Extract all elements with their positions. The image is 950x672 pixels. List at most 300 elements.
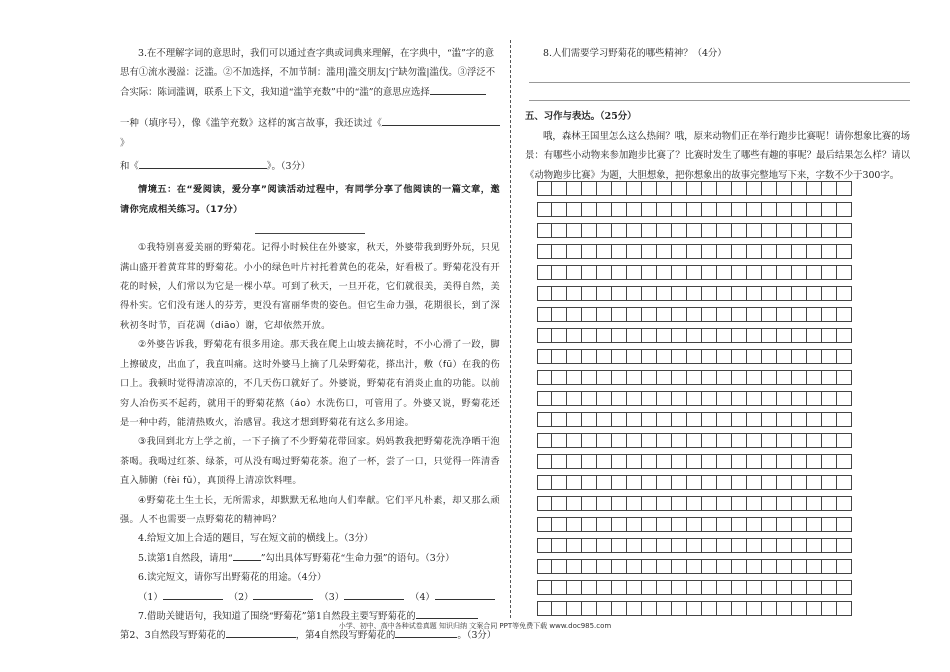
grid-cell[interactable] [687, 412, 702, 427]
grid-cell[interactable] [807, 412, 822, 427]
grid-cell[interactable] [762, 349, 777, 364]
grid-cell[interactable] [747, 349, 762, 364]
grid-cell[interactable] [717, 181, 732, 196]
grid-cell[interactable] [762, 412, 777, 427]
grid-cell[interactable] [777, 244, 792, 259]
grid-cell[interactable] [762, 391, 777, 406]
grid-cell[interactable] [807, 202, 822, 217]
grid-cell[interactable] [792, 328, 807, 343]
grid-cell[interactable] [597, 202, 612, 217]
grid-cell[interactable] [837, 580, 852, 595]
grid-cell[interactable] [717, 412, 732, 427]
grid-cell[interactable] [702, 580, 717, 595]
grid-cell[interactable] [717, 559, 732, 574]
grid-cell[interactable] [597, 412, 612, 427]
grid-cell[interactable] [597, 580, 612, 595]
grid-cell[interactable] [807, 391, 822, 406]
grid-cell[interactable] [567, 454, 582, 469]
grid-cell[interactable] [702, 349, 717, 364]
grid-cell[interactable] [552, 601, 567, 616]
grid-cell[interactable] [537, 412, 552, 427]
grid-cell[interactable] [702, 307, 717, 322]
grid-cell[interactable] [642, 496, 657, 511]
grid-cell[interactable] [777, 517, 792, 532]
grid-cell[interactable] [687, 601, 702, 616]
q6-blank-1[interactable] [163, 589, 223, 600]
grid-cell[interactable] [687, 496, 702, 511]
grid-cell[interactable] [747, 286, 762, 301]
grid-cell[interactable] [627, 412, 642, 427]
grid-cell[interactable] [552, 517, 567, 532]
grid-cell[interactable] [552, 286, 567, 301]
grid-cell[interactable] [672, 391, 687, 406]
grid-cell[interactable] [552, 328, 567, 343]
grid-cell[interactable] [777, 328, 792, 343]
grid-cell[interactable] [552, 475, 567, 490]
grid-cell[interactable] [822, 265, 837, 280]
grid-cell[interactable] [582, 391, 597, 406]
grid-cell[interactable] [687, 223, 702, 238]
grid-cell[interactable] [837, 412, 852, 427]
grid-cell[interactable] [747, 496, 762, 511]
grid-cell[interactable] [837, 601, 852, 616]
grid-cell[interactable] [597, 538, 612, 553]
grid-cell[interactable] [732, 601, 747, 616]
grid-cell[interactable] [822, 454, 837, 469]
grid-cell[interactable] [822, 496, 837, 511]
grid-cell[interactable] [717, 265, 732, 280]
grid-cell[interactable] [612, 517, 627, 532]
grid-cell[interactable] [747, 244, 762, 259]
grid-cell[interactable] [747, 412, 762, 427]
grid-cell[interactable] [702, 475, 717, 490]
grid-cell[interactable] [612, 286, 627, 301]
grid-cell[interactable] [687, 580, 702, 595]
grid-cell[interactable] [807, 370, 822, 385]
grid-cell[interactable] [597, 601, 612, 616]
grid-cell[interactable] [837, 370, 852, 385]
grid-cell[interactable] [762, 286, 777, 301]
grid-cell[interactable] [657, 433, 672, 448]
grid-cell[interactable] [762, 223, 777, 238]
grid-cell[interactable] [642, 433, 657, 448]
grid-cell[interactable] [822, 286, 837, 301]
grid-cell[interactable] [747, 454, 762, 469]
grid-cell[interactable] [642, 328, 657, 343]
grid-cell[interactable] [567, 517, 582, 532]
grid-cell[interactable] [582, 223, 597, 238]
grid-cell[interactable] [822, 475, 837, 490]
grid-cell[interactable] [777, 202, 792, 217]
grid-cell[interactable] [612, 475, 627, 490]
grid-cell[interactable] [612, 370, 627, 385]
grid-cell[interactable] [672, 538, 687, 553]
grid-cell[interactable] [837, 433, 852, 448]
grid-cell[interactable] [747, 181, 762, 196]
grid-cell[interactable] [642, 265, 657, 280]
grid-cell[interactable] [717, 349, 732, 364]
grid-cell[interactable] [642, 517, 657, 532]
grid-cell[interactable] [777, 580, 792, 595]
grid-cell[interactable] [792, 202, 807, 217]
grid-cell[interactable] [732, 517, 747, 532]
grid-cell[interactable] [837, 202, 852, 217]
grid-cell[interactable] [672, 328, 687, 343]
grid-cell[interactable] [777, 559, 792, 574]
grid-cell[interactable] [717, 475, 732, 490]
grid-cell[interactable] [717, 307, 732, 322]
grid-cell[interactable] [642, 391, 657, 406]
grid-cell[interactable] [822, 349, 837, 364]
grid-cell[interactable] [792, 265, 807, 280]
grid-cell[interactable] [672, 559, 687, 574]
grid-cell[interactable] [537, 286, 552, 301]
grid-cell[interactable] [792, 181, 807, 196]
grid-cell[interactable] [567, 433, 582, 448]
grid-cell[interactable] [657, 391, 672, 406]
grid-cell[interactable] [582, 433, 597, 448]
grid-cell[interactable] [597, 265, 612, 280]
grid-cell[interactable] [687, 286, 702, 301]
grid-cell[interactable] [627, 370, 642, 385]
grid-cell[interactable] [687, 202, 702, 217]
grid-cell[interactable] [567, 496, 582, 511]
grid-cell[interactable] [807, 517, 822, 532]
grid-cell[interactable] [807, 286, 822, 301]
grid-cell[interactable] [777, 538, 792, 553]
grid-cell[interactable] [567, 202, 582, 217]
grid-cell[interactable] [657, 454, 672, 469]
grid-cell[interactable] [612, 202, 627, 217]
grid-cell[interactable] [642, 244, 657, 259]
grid-cell[interactable] [792, 286, 807, 301]
grid-cell[interactable] [597, 391, 612, 406]
grid-cell[interactable] [582, 181, 597, 196]
grid-cell[interactable] [747, 370, 762, 385]
grid-cell[interactable] [627, 580, 642, 595]
grid-cell[interactable] [792, 559, 807, 574]
grid-cell[interactable] [627, 181, 642, 196]
grid-cell[interactable] [567, 412, 582, 427]
grid-cell[interactable] [627, 307, 642, 322]
grid-cell[interactable] [627, 517, 642, 532]
grid-cell[interactable] [702, 454, 717, 469]
grid-cell[interactable] [792, 496, 807, 511]
grid-cell[interactable] [702, 601, 717, 616]
grid-cell[interactable] [792, 433, 807, 448]
grid-cell[interactable] [537, 223, 552, 238]
grid-cell[interactable] [807, 580, 822, 595]
composition-grid[interactable] [537, 181, 852, 622]
grid-cell[interactable] [672, 601, 687, 616]
grid-cell[interactable] [732, 307, 747, 322]
grid-cell[interactable] [582, 538, 597, 553]
grid-cell[interactable] [657, 349, 672, 364]
grid-cell[interactable] [732, 496, 747, 511]
grid-cell[interactable] [837, 517, 852, 532]
grid-cell[interactable] [642, 454, 657, 469]
grid-cell[interactable] [582, 517, 597, 532]
grid-cell[interactable] [567, 370, 582, 385]
grid-cell[interactable] [672, 307, 687, 322]
grid-cell[interactable] [717, 328, 732, 343]
grid-cell[interactable] [582, 202, 597, 217]
grid-cell[interactable] [567, 328, 582, 343]
grid-cell[interactable] [762, 538, 777, 553]
grid-cell[interactable] [567, 223, 582, 238]
q3-answer-blank[interactable] [430, 84, 486, 95]
grid-cell[interactable] [612, 559, 627, 574]
grid-cell[interactable] [807, 244, 822, 259]
grid-cell[interactable] [672, 370, 687, 385]
grid-cell[interactable] [672, 265, 687, 280]
grid-cell[interactable] [717, 538, 732, 553]
grid-cell[interactable] [747, 601, 762, 616]
grid-cell[interactable] [792, 370, 807, 385]
grid-cell[interactable] [627, 391, 642, 406]
grid-cell[interactable] [822, 370, 837, 385]
grid-cell[interactable] [732, 454, 747, 469]
grid-cell[interactable] [777, 601, 792, 616]
grid-cell[interactable] [702, 559, 717, 574]
grid-cell[interactable] [642, 370, 657, 385]
grid-cell[interactable] [567, 559, 582, 574]
grid-cell[interactable] [837, 223, 852, 238]
grid-cell[interactable] [627, 454, 642, 469]
grid-cell[interactable] [582, 286, 597, 301]
grid-cell[interactable] [552, 265, 567, 280]
grid-cell[interactable] [702, 265, 717, 280]
grid-cell[interactable] [612, 244, 627, 259]
grid-cell[interactable] [702, 391, 717, 406]
grid-cell[interactable] [567, 244, 582, 259]
grid-cell[interactable] [807, 433, 822, 448]
grid-cell[interactable] [537, 433, 552, 448]
grid-cell[interactable] [567, 286, 582, 301]
grid-cell[interactable] [597, 559, 612, 574]
grid-cell[interactable] [567, 181, 582, 196]
grid-cell[interactable] [657, 538, 672, 553]
grid-cell[interactable] [567, 391, 582, 406]
grid-cell[interactable] [567, 538, 582, 553]
grid-cell[interactable] [627, 286, 642, 301]
grid-cell[interactable] [567, 475, 582, 490]
grid-cell[interactable] [537, 517, 552, 532]
grid-cell[interactable] [567, 307, 582, 322]
grid-cell[interactable] [732, 391, 747, 406]
grid-cell[interactable] [717, 370, 732, 385]
grid-cell[interactable] [732, 181, 747, 196]
grid-cell[interactable] [597, 496, 612, 511]
grid-cell[interactable] [837, 496, 852, 511]
grid-cell[interactable] [822, 223, 837, 238]
grid-cell[interactable] [537, 391, 552, 406]
grid-cell[interactable] [657, 307, 672, 322]
grid-cell[interactable] [582, 601, 597, 616]
grid-cell[interactable] [672, 181, 687, 196]
grid-cell[interactable] [837, 559, 852, 574]
grid-cell[interactable] [657, 601, 672, 616]
grid-cell[interactable] [717, 454, 732, 469]
grid-cell[interactable] [657, 244, 672, 259]
grid-cell[interactable] [717, 496, 732, 511]
grid-cell[interactable] [822, 412, 837, 427]
grid-cell[interactable] [687, 475, 702, 490]
grid-cell[interactable] [822, 517, 837, 532]
grid-cell[interactable] [642, 181, 657, 196]
grid-cell[interactable] [732, 328, 747, 343]
grid-cell[interactable] [747, 475, 762, 490]
grid-cell[interactable] [837, 286, 852, 301]
grid-cell[interactable] [552, 433, 567, 448]
grid-cell[interactable] [717, 202, 732, 217]
grid-cell[interactable] [762, 601, 777, 616]
grid-cell[interactable] [642, 559, 657, 574]
q3-story-blank-2[interactable] [139, 158, 267, 169]
grid-cell[interactable] [552, 202, 567, 217]
grid-cell[interactable] [822, 202, 837, 217]
grid-cell[interactable] [582, 370, 597, 385]
grid-cell[interactable] [687, 559, 702, 574]
grid-cell[interactable] [687, 349, 702, 364]
grid-cell[interactable] [552, 454, 567, 469]
grid-cell[interactable] [627, 202, 642, 217]
grid-cell[interactable] [612, 412, 627, 427]
grid-cell[interactable] [552, 307, 567, 322]
grid-cell[interactable] [687, 517, 702, 532]
grid-cell[interactable] [672, 433, 687, 448]
grid-cell[interactable] [627, 328, 642, 343]
grid-cell[interactable] [597, 307, 612, 322]
grid-cell[interactable] [732, 580, 747, 595]
grid-cell[interactable] [807, 475, 822, 490]
grid-cell[interactable] [717, 223, 732, 238]
grid-cell[interactable] [612, 496, 627, 511]
grid-cell[interactable] [762, 181, 777, 196]
grid-cell[interactable] [732, 244, 747, 259]
grid-cell[interactable] [582, 307, 597, 322]
grid-cell[interactable] [537, 580, 552, 595]
grid-cell[interactable] [762, 580, 777, 595]
grid-cell[interactable] [582, 244, 597, 259]
grid-cell[interactable] [672, 517, 687, 532]
grid-cell[interactable] [657, 496, 672, 511]
grid-cell[interactable] [777, 391, 792, 406]
grid-cell[interactable] [777, 496, 792, 511]
grid-cell[interactable] [702, 223, 717, 238]
grid-cell[interactable] [717, 244, 732, 259]
grid-cell[interactable] [612, 349, 627, 364]
grid-cell[interactable] [537, 538, 552, 553]
grid-cell[interactable] [537, 265, 552, 280]
grid-cell[interactable] [762, 454, 777, 469]
grid-cell[interactable] [807, 328, 822, 343]
grid-cell[interactable] [792, 244, 807, 259]
grid-cell[interactable] [567, 349, 582, 364]
grid-cell[interactable] [642, 580, 657, 595]
grid-cell[interactable] [837, 391, 852, 406]
grid-cell[interactable] [672, 223, 687, 238]
grid-cell[interactable] [777, 370, 792, 385]
grid-cell[interactable] [807, 349, 822, 364]
grid-cell[interactable] [657, 286, 672, 301]
grid-cell[interactable] [732, 265, 747, 280]
grid-cell[interactable] [822, 601, 837, 616]
grid-cell[interactable] [792, 517, 807, 532]
grid-cell[interactable] [822, 244, 837, 259]
grid-cell[interactable] [597, 223, 612, 238]
grid-cell[interactable] [642, 412, 657, 427]
grid-cell[interactable] [837, 454, 852, 469]
grid-cell[interactable] [612, 328, 627, 343]
grid-cell[interactable] [657, 412, 672, 427]
grid-cell[interactable] [732, 475, 747, 490]
grid-cell[interactable] [792, 580, 807, 595]
grid-cell[interactable] [792, 349, 807, 364]
grid-cell[interactable] [747, 433, 762, 448]
grid-cell[interactable] [597, 433, 612, 448]
grid-cell[interactable] [552, 181, 567, 196]
grid-cell[interactable] [702, 181, 717, 196]
q6-blank-4[interactable] [435, 589, 495, 600]
grid-cell[interactable] [702, 412, 717, 427]
grid-cell[interactable] [807, 223, 822, 238]
grid-cell[interactable] [747, 328, 762, 343]
grid-cell[interactable] [807, 496, 822, 511]
grid-cell[interactable] [657, 517, 672, 532]
grid-cell[interactable] [657, 328, 672, 343]
grid-cell[interactable] [732, 286, 747, 301]
grid-cell[interactable] [627, 475, 642, 490]
grid-cell[interactable] [627, 244, 642, 259]
grid-cell[interactable] [762, 433, 777, 448]
article-title-blank[interactable] [255, 225, 365, 234]
grid-cell[interactable] [657, 370, 672, 385]
grid-cell[interactable] [762, 559, 777, 574]
grid-cell[interactable] [747, 580, 762, 595]
grid-cell[interactable] [732, 433, 747, 448]
grid-cell[interactable] [747, 559, 762, 574]
grid-cell[interactable] [642, 307, 657, 322]
grid-cell[interactable] [762, 328, 777, 343]
grid-cell[interactable] [837, 538, 852, 553]
grid-cell[interactable] [672, 202, 687, 217]
grid-cell[interactable] [672, 580, 687, 595]
grid-cell[interactable] [792, 307, 807, 322]
grid-cell[interactable] [792, 223, 807, 238]
grid-cell[interactable] [732, 559, 747, 574]
grid-cell[interactable] [702, 202, 717, 217]
grid-cell[interactable] [762, 244, 777, 259]
grid-cell[interactable] [657, 181, 672, 196]
grid-cell[interactable] [597, 454, 612, 469]
grid-cell[interactable] [777, 412, 792, 427]
grid-cell[interactable] [777, 181, 792, 196]
grid-cell[interactable] [687, 244, 702, 259]
grid-cell[interactable] [672, 475, 687, 490]
grid-cell[interactable] [537, 559, 552, 574]
grid-cell[interactable] [537, 181, 552, 196]
q6-blank-2[interactable] [253, 589, 313, 600]
grid-cell[interactable] [672, 286, 687, 301]
grid-cell[interactable] [627, 559, 642, 574]
grid-cell[interactable] [777, 286, 792, 301]
q6-blank-3[interactable] [344, 589, 404, 600]
grid-cell[interactable] [807, 559, 822, 574]
grid-cell[interactable] [807, 454, 822, 469]
grid-cell[interactable] [627, 433, 642, 448]
grid-cell[interactable] [552, 223, 567, 238]
